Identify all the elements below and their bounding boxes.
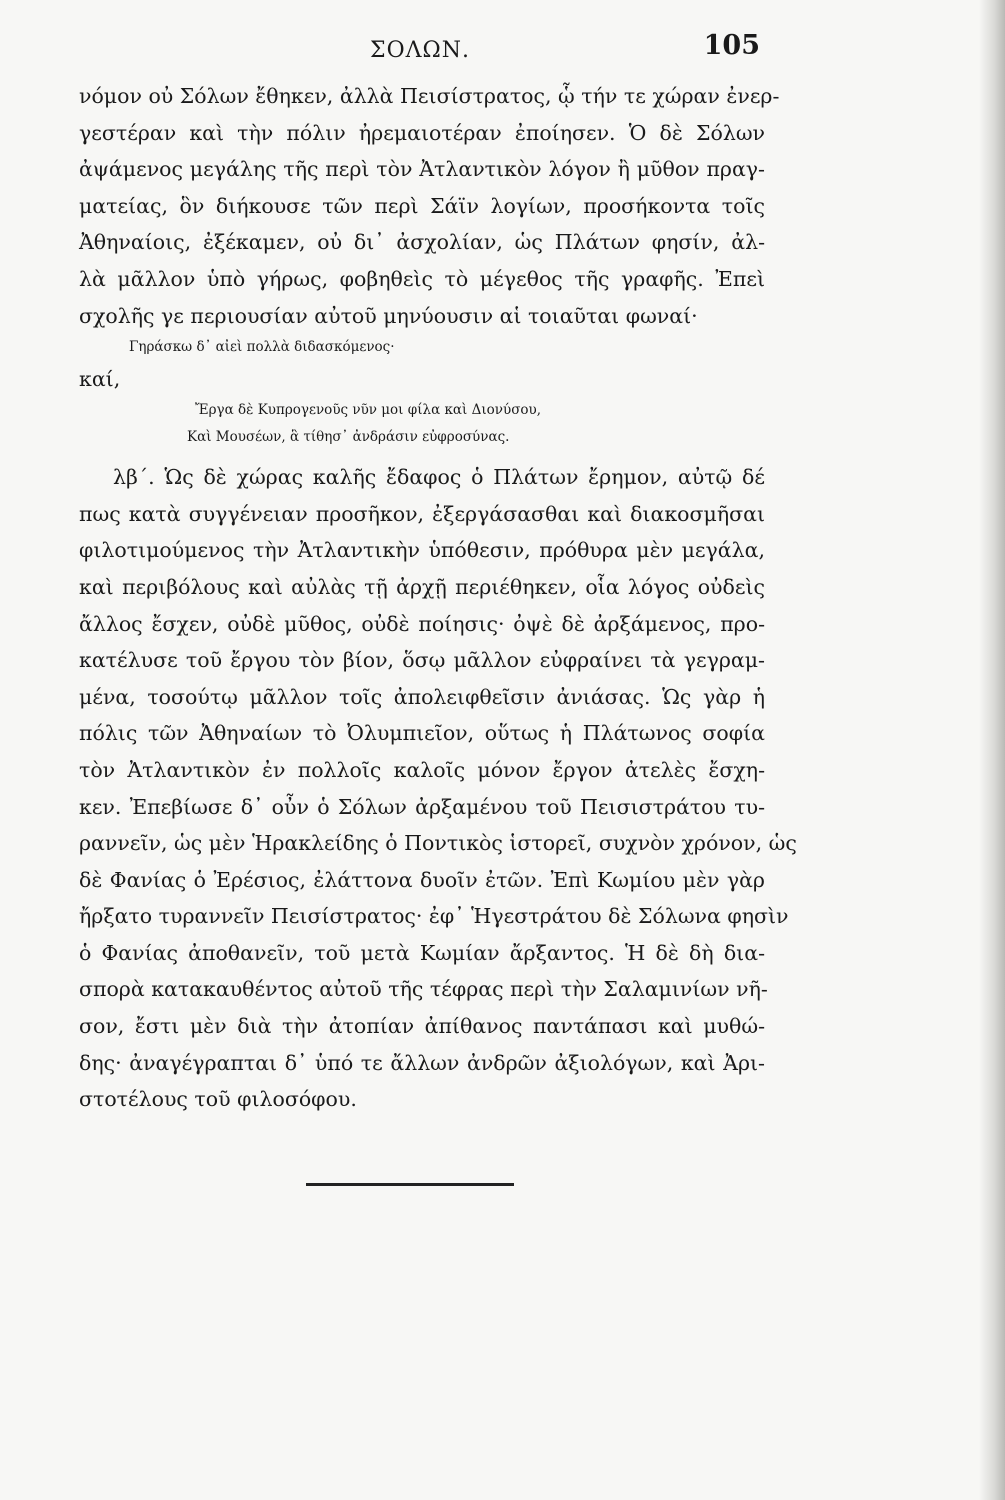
text-line: ὁ Φανίας ἀποθανεῖν, τοῦ μετὰ Κωμίαν ἄρξαντος. Ἡ δὲ δὴ δια- bbox=[79, 940, 765, 965]
text-line: πόλις τῶν Ἀθηναίων τὸ Ὀλυμπιεῖον, οὕτως ἡ Πλάτωνος σοφία bbox=[79, 721, 765, 746]
text-line: δὲ Φανίας ὁ Ἐρέσιος, ἐλάττονα δυοῖν ἐτῶν. Ἐπὶ Κωμίου μὲν γὰρ bbox=[79, 867, 765, 892]
verse-quote-line: Καὶ Μουσέων, ἃ τίθησ᾽ ἀνδράσιν εὐφροσύνας. bbox=[187, 429, 510, 446]
text-line: μένα, τοσούτῳ μᾶλλον τοῖς ἀπολειφθεῖσιν ἀνιάσας. Ὡς γὰρ ἡ bbox=[79, 684, 765, 709]
text-line: κεν. Ἐπεβίωσε δ᾽ οὖν ὁ Σόλων ἀρξαμένου τοῦ Πεισιστράτου τυ- bbox=[79, 794, 765, 819]
text-line: ματείας, ὃν διήκουσε τῶν περὶ Σάϊν λογίων, προσήκοντα τοῖς bbox=[79, 193, 765, 218]
page-text bbox=[79, 78, 797, 1118]
text-line: δης· ἀναγέγραπται δ᾽ ὑπό τε ἄλλων ἀνδρῶν ἀξιολόγων, καὶ Ἀρι- bbox=[79, 1050, 765, 1075]
text-line: λὰ μᾶλλον ὑπὸ γήρως, φοβηθεὶς τὸ μέγεθος τῆς γραφῆς. Ἐπεὶ bbox=[79, 266, 765, 291]
text-line: κατέλυσε τοῦ ἔργου τὸν βίον, ὅσῳ μᾶλλον εὐφραίνει τὰ γεγραμ- bbox=[79, 648, 765, 673]
running-head: ΣΟΛΩΝ. bbox=[370, 38, 470, 63]
page-edge-shadow bbox=[979, 0, 1005, 1500]
text-line: ἀψάμενος μεγάλης τῆς περὶ τὸν Ἀτλαντικὸν λόγον ἢ μῦθον πραγ- bbox=[79, 157, 765, 182]
text-line: φιλοτιμούμενος τὴν Ἀτλαντικὴν ὑπόθεσιν, πρόθυρα μὲν μεγάλα, bbox=[79, 538, 765, 563]
text-line: καὶ περιβόλους καὶ αὐλὰς τῇ ἀρχῇ περιέθηκεν, οἷα λόγος οὐδεὶς bbox=[79, 574, 765, 599]
text-line: Ἀθηναίοις, ἐξέκαμεν, οὐ δι᾽ ἀσχολίαν, ὡς Πλάτων φησίν, ἀλ- bbox=[79, 230, 765, 255]
verse-quote-line: Γηράσκω δ᾽ αἰεὶ πολλὰ διδασκόμενος· bbox=[129, 339, 395, 356]
text-line: σχολῆς γε περιουσίαν αὐτοῦ μηνύουσιν αἱ τοιαῦται φωναί· bbox=[79, 303, 698, 328]
text-line: νόμον οὐ Σόλων ἔθηκεν, ἀλλὰ Πεισίστρατος, ᾧ τήν τε χώραν ἐνερ- bbox=[79, 84, 780, 108]
text-line: στοτέλους τοῦ φιλοσόφου. bbox=[79, 1087, 357, 1112]
verse-quote-line: Ἔργα δὲ Κυπρογενοῦς νῦν μοι φίλα καὶ Διονύσου, bbox=[195, 402, 542, 419]
page-header bbox=[0, 30, 1005, 70]
text-line: τὸν Ἀτλαντικὸν ἐν πολλοῖς καλοῖς μόνον ἔργον ἀτελὲς ἔσχη- bbox=[79, 757, 765, 782]
end-rule bbox=[306, 1183, 514, 1186]
text-line: γεστέραν καὶ τὴν πόλιν ἠρεμαιοτέραν ἐποίησεν. Ὁ δὲ Σόλων bbox=[79, 120, 765, 145]
page-number: 105 bbox=[703, 30, 760, 61]
text-line: σον, ἔστι μὲν διὰ τὴν ἀτοπίαν ἀπίθανος παντάπασι καὶ μυθώ- bbox=[79, 1014, 765, 1039]
text-line: ἄλλος ἔσχεν, οὐδὲ μῦθος, οὐδὲ ποίησις· ὀψὲ δὲ ἀρξάμενος, προ- bbox=[79, 611, 765, 636]
text-line: ραννεῖν, ὡς μὲν Ἡρακλείδης ὁ Ποντικὸς ἱστορεῖ, συχνὸν χρόνον, ὡς bbox=[79, 831, 797, 856]
section-32-first-line: λβ΄. Ὡς δὲ χώρας καλῆς ἔδαφος ὁ Πλάτων ἔρημον, αὐτῷ δέ bbox=[113, 465, 765, 490]
text-line: πως κατὰ συγγένειαν προσῆκον, ἐξεργάσασθαι καὶ διακοσμῆσαι bbox=[79, 501, 765, 526]
text-line: ἤρξατο τυραννεῖν Πεισίστρατος· ἐφ᾽ Ἡγεστράτου δὲ Σόλωνα φησὶν bbox=[79, 904, 789, 929]
text-line: σπορὰ κατακαυθέντος αὐτοῦ τῆς τέφρας περὶ τὴν Σαλαμινίων νῆ- bbox=[79, 977, 768, 1002]
kai-word: καί, bbox=[79, 367, 121, 392]
